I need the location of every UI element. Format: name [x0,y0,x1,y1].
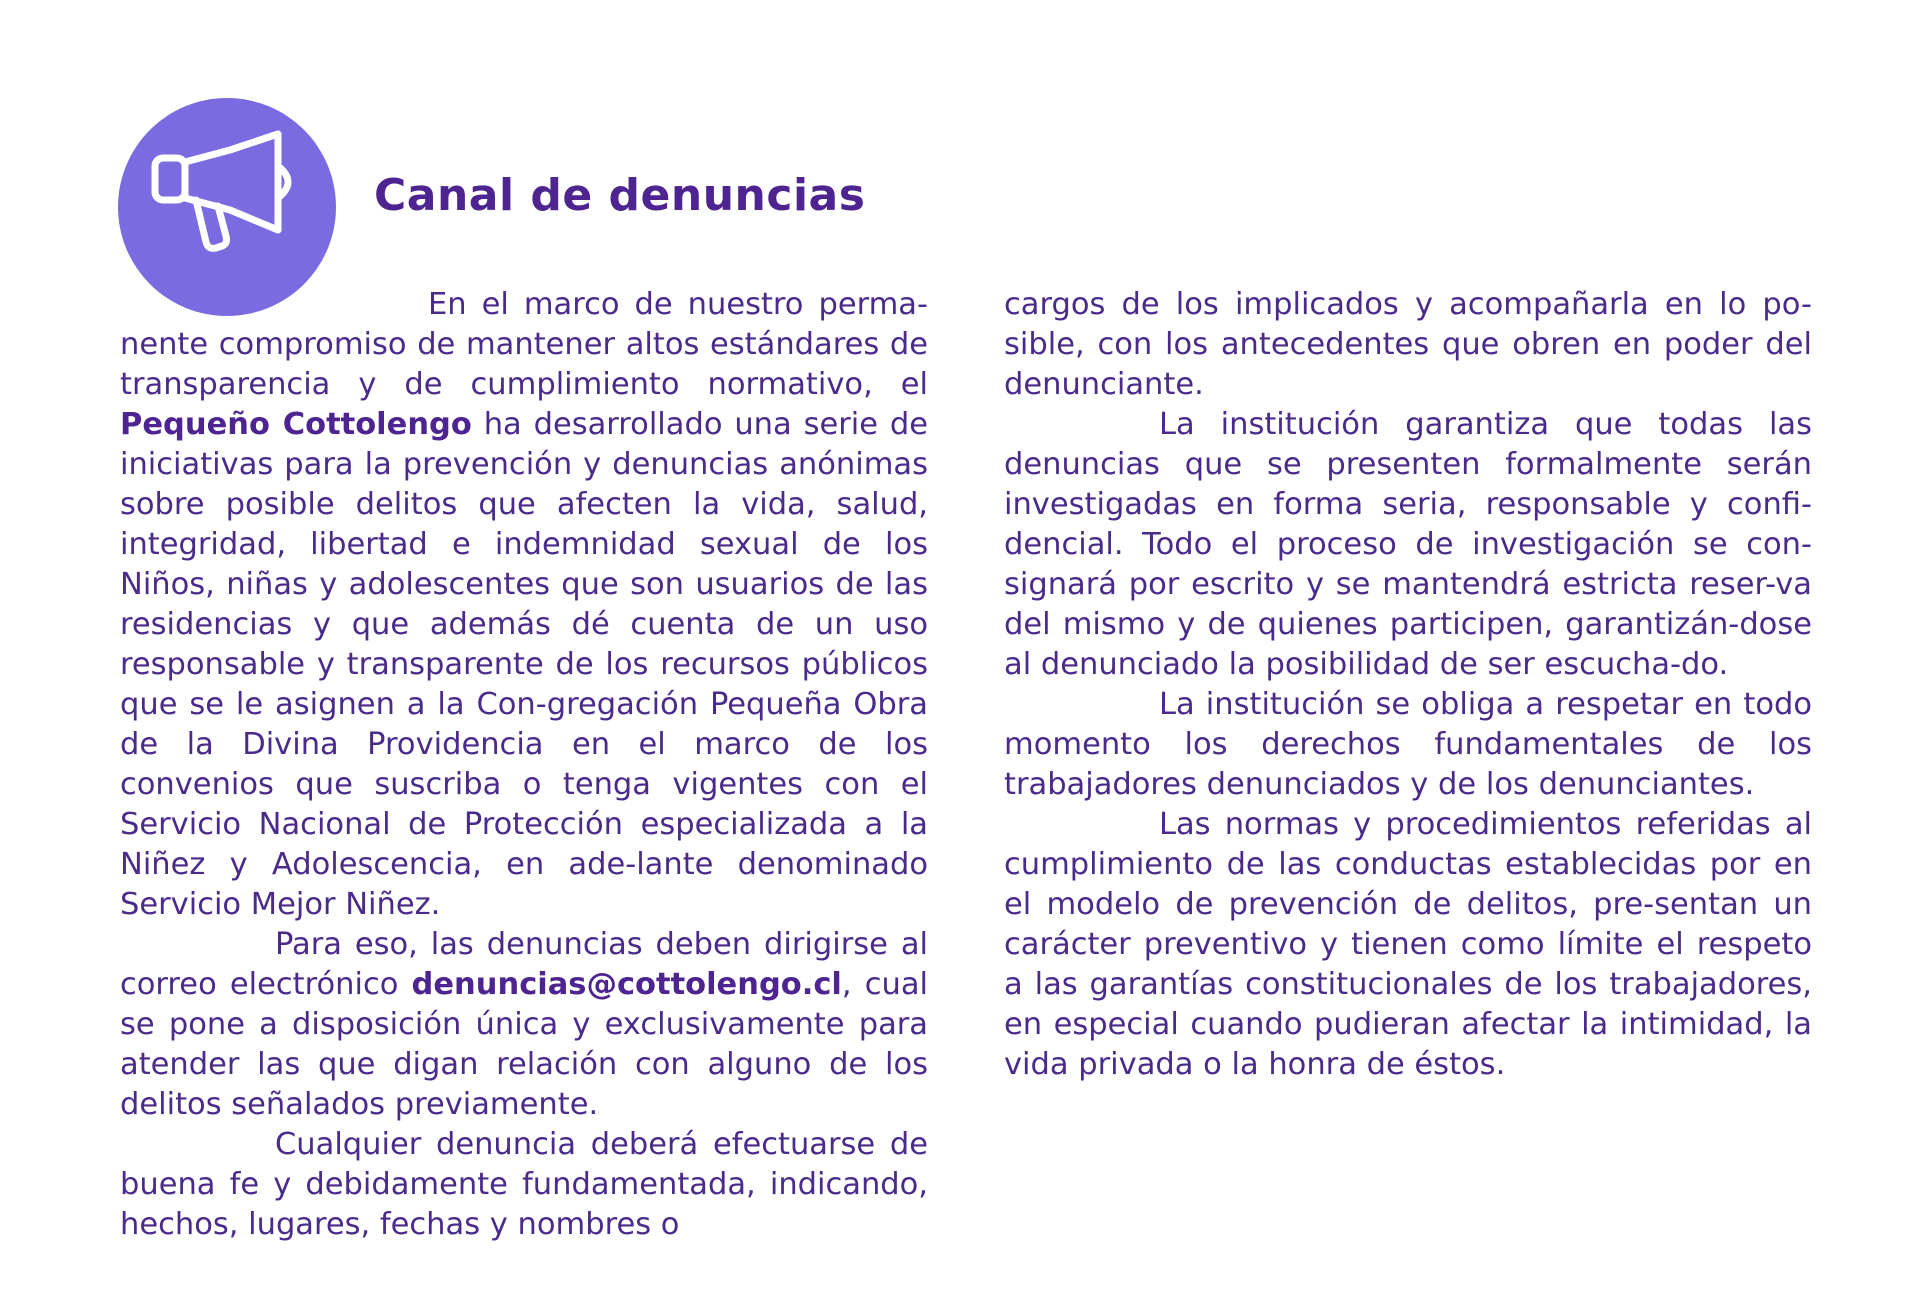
page-title: Canal de denuncias [374,170,866,221]
rights-paragraph: La institución se obliga a respetar en todo momento los derechos fundamentales de los trabajadores denunciados y de los denunciantes. [1004,687,1812,802]
good-faith-paragraph: Cualquier denuncia deberá efectuarse de buena fe y debidamente fundamentada, indicando, hechos, lugares, fechas y nombres o [120,1127,928,1242]
email-address: denuncias@cottolengo.cl [411,967,842,1002]
continuation-paragraph: cargos de los implicados y acompañarla en lo po-sible, con los antecedentes que obren en poder del denunciante. [1004,287,1812,402]
org-name: Pequeño Cottolengo [120,407,472,442]
megaphone-badge [118,98,336,316]
intro-paragraph: En el marco de nuestro perma-nente compromiso de mantener altos estándares de transparencia y de cumplimiento normativo, el Pequeño Cottolengo ha desarrollado una serie de iniciativas para la prevención y denuncias anónimas sobre posible delitos que afecten la vida, salud, integridad, libertad e indemnidad sexual de los Niños, niñas y adolescentes que son usuarios de las residencias y que además dé cuenta de un uso responsable y transparente de los recursos públicos que se le asignen a la Con-gregación Pequeña Obra de la Divina Providencia en el marco de los convenios que suscriba o tenga vigentes con el Servicio Nacional de Protección especializada a la Niñez y Adolescencia, en ade-lante denominado Servicio Mejor Niñez. [120,287,928,922]
email-paragraph: Para eso, las denuncias deben dirigirse al correo electrónico denuncias@cottolengo.cl, cual se pone a disposición única y exclusivamente para atender las que digan relación con alguno de los delitos señalados previamente. [120,927,928,1122]
norms-paragraph: Las normas y procedimientos referidas al cumplimiento de las conductas establecidas por en el modelo de prevención de delitos, pre-sentan un carácter preventivo y tienen como límite el respeto a las garantías constitucionales de los trabajadores, en especial cuando pudieran afectar la intimidad, la vida privada o la honra de éstos. [1004,807,1812,1082]
left-column [120,285,928,1245]
confidentiality-paragraph: La institución garantiza que todas las denuncias que se presenten formalmente serán investigadas en forma seria, responsable y confi-dencial. Todo el proceso de investigación se con-signará por escrito y se mantendrá estricta reser-va del mismo y de quienes participen, garantizán-dose al denunciado la posibilidad de ser escucha-do. [1004,407,1812,682]
right-column [1004,285,1812,1085]
megaphone-icon [118,98,336,316]
